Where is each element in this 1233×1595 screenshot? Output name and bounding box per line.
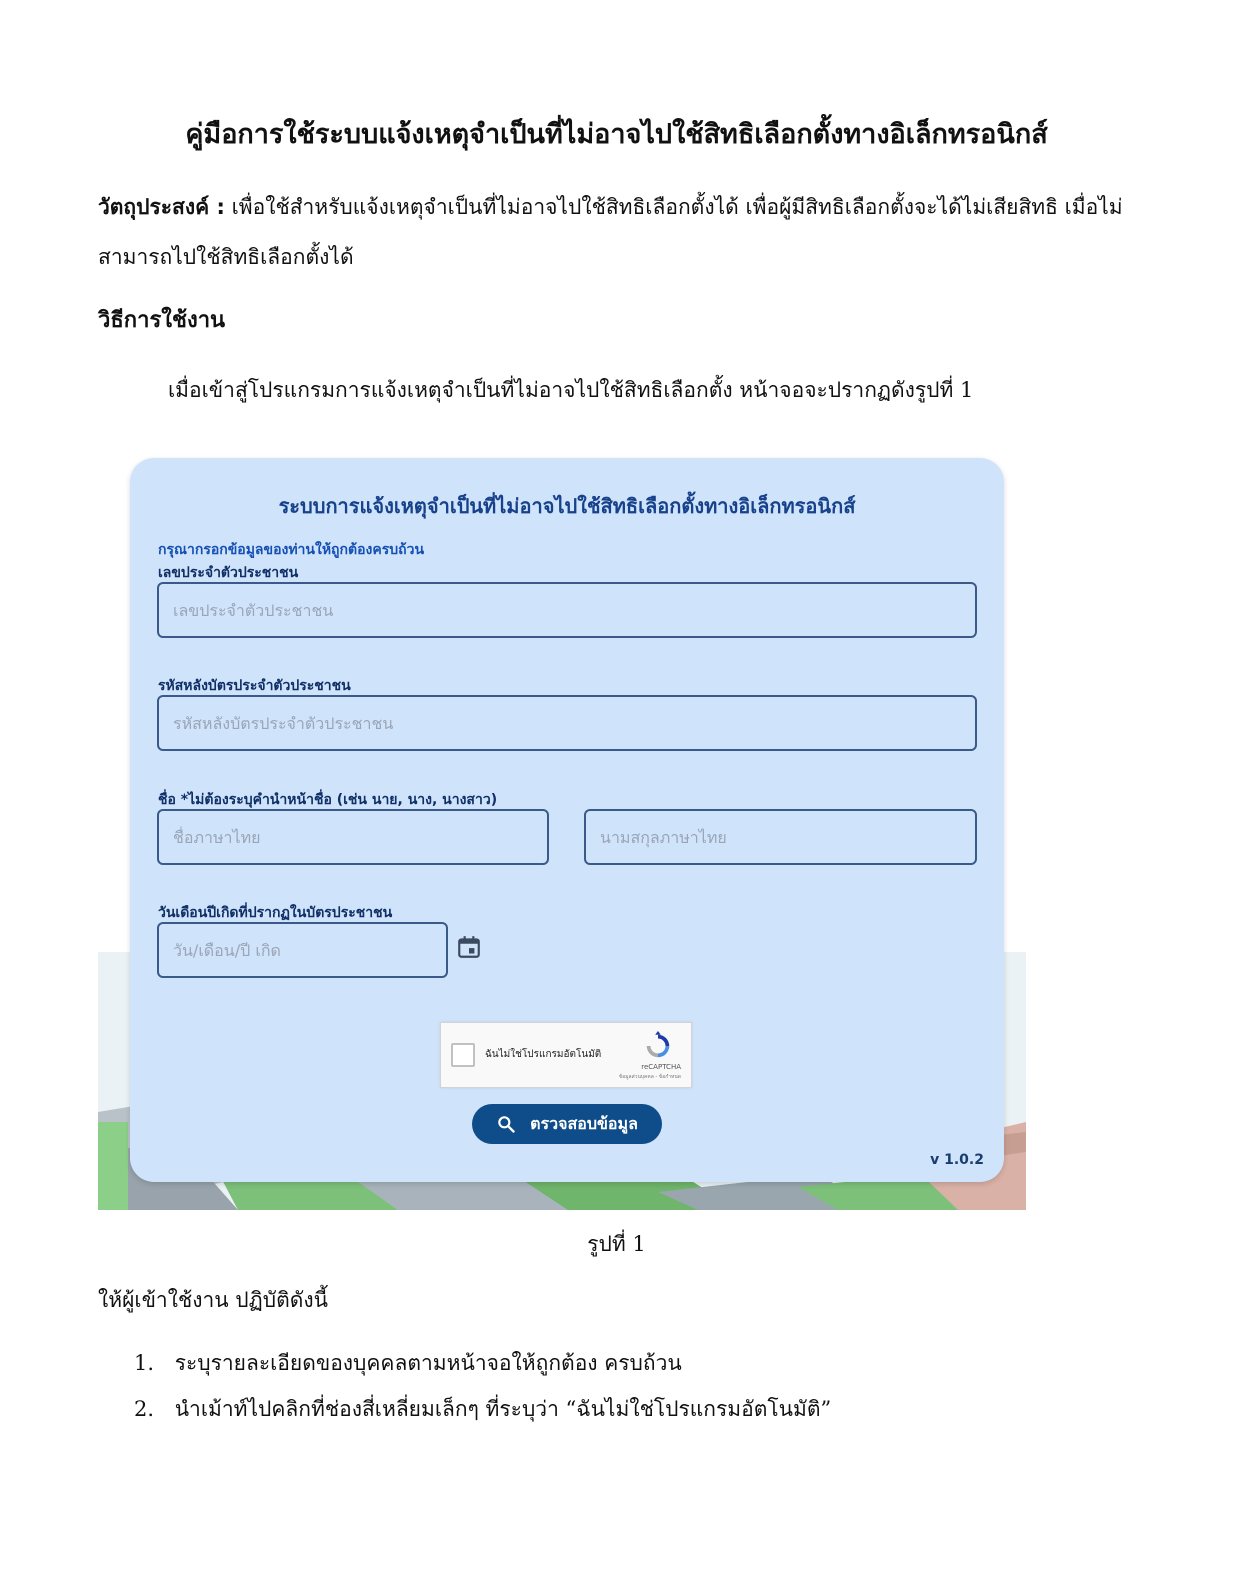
laser-code-field[interactable] xyxy=(157,695,977,751)
document-title: คู่มือการใช้ระบบแจ้งเหตุจำเป็นที่ไม่อาจไปใช้สิทธิเลือกตั้งทางอิเล็กทรอนิกส์ xyxy=(185,119,1048,150)
how-to-heading: วิธีการใช้งาน xyxy=(98,308,226,333)
verify-button[interactable] xyxy=(472,1104,662,1144)
recaptcha-widget xyxy=(440,1022,692,1088)
version-label: v 1.0.2 xyxy=(930,1152,984,1168)
recaptcha-brand: reCAPTCHA xyxy=(641,1063,681,1071)
first-name-field[interactable] xyxy=(157,809,549,865)
verify-button-label: ตรวจสอบข้อมูล xyxy=(530,1113,638,1133)
steps-list xyxy=(134,1347,831,1439)
figure-caption: รูปที่ 1 xyxy=(587,1232,646,1256)
recaptcha-icon xyxy=(643,1031,673,1061)
id-number-field[interactable] xyxy=(157,582,977,638)
form-title: ระบบการแจ้งเหตุจำเป็นที่ไม่อาจไปใช้สิทธิเลือกตั้งทางอิเล็กทรอนิกส์ xyxy=(278,494,856,518)
objective-label: วัตถุประสงค์ : xyxy=(98,195,225,219)
step-text: นำเม้าท์ไปคลิกที่ช่องสี่เหลี่ยมเล็กๆ ที่ระบุว่า “ฉันไม่ใช่โปรแกรมอัตโนมัติ” xyxy=(174,1397,832,1421)
step-text: ระบุรายละเอียดของบุคคลตามหน้าจอให้ถูกต้อง ครบถ้วน xyxy=(174,1351,682,1375)
recaptcha-checkbox[interactable] xyxy=(451,1043,475,1067)
last-name-field[interactable] xyxy=(584,809,977,865)
id-number-label: เลขประจำตัวประชาชน xyxy=(158,565,299,581)
dob-label: วันเดือนปีเกิดที่ปรากฏในบัตรประชาชน xyxy=(158,905,393,921)
laser-code-input[interactable] xyxy=(159,697,975,749)
objective-text: เพื่อใช้สำหรับแจ้งเหตุจำเป็นที่ไม่อาจไปใช้สิทธิเลือกตั้งได้ เพื่อผู้มีสิทธิเลือกตั้งจะได้ไม่เสียสิทธิ เมื่อไม่สามารถไปใช้สิทธิเลือกตั้งได้ xyxy=(98,195,1123,269)
list-item xyxy=(134,1347,831,1393)
dob-input[interactable] xyxy=(159,924,446,976)
name-label: ชื่อ *ไม่ต้องระบุคำนำหน้าชื่อ (เช่น นาย, นาง, นางสาว) xyxy=(158,792,498,808)
report-form-card xyxy=(130,458,1004,1182)
list-item xyxy=(134,1393,831,1439)
first-name-input[interactable] xyxy=(159,811,547,863)
recaptcha-label: ฉันไม่ใช่โปรแกรมอัตโนมัติ xyxy=(485,1049,602,1060)
last-name-input[interactable] xyxy=(586,811,975,863)
instructions-intro: ให้ผู้เข้าใช้งาน ปฏิบัติดังนี้ xyxy=(98,1288,328,1312)
objective-paragraph xyxy=(98,182,1138,282)
form-instruction: กรุณากรอกข้อมูลของท่านให้ถูกต้องครบถ้วน xyxy=(158,542,425,558)
dob-field[interactable] xyxy=(157,922,448,978)
search-icon xyxy=(496,1114,516,1134)
laser-code-label: รหัสหลังบัตรประจำตัวประชาชน xyxy=(158,678,351,694)
recaptcha-terms[interactable]: ข้อมูลส่วนบุคคล - ข้อกำหนด xyxy=(618,1074,681,1080)
step-number: 2. xyxy=(134,1397,155,1421)
step-number: 1. xyxy=(134,1351,155,1375)
intro-paragraph: เมื่อเข้าสู่โปรแกรมการแจ้งเหตุจำเป็นที่ไม่อาจไปใช้สิทธิเลือกตั้ง หน้าจอจะปรากฏดังรูปที่ 1 xyxy=(168,378,974,402)
id-number-input[interactable] xyxy=(159,584,975,636)
calendar-icon[interactable] xyxy=(456,934,482,960)
form-screenshot-figure xyxy=(98,452,1026,1210)
